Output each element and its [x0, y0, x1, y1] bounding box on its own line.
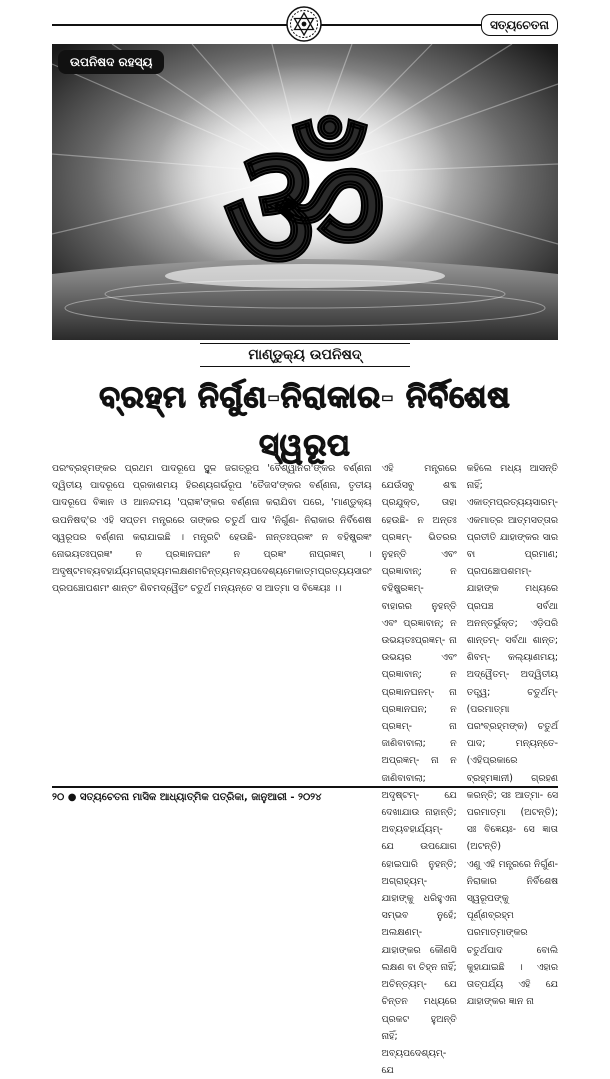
paragraph: କହିଲେ ମଧ୍ୟ ଆସନ୍ତି ନାହିଁ; ଏକାତ୍ମପ୍ରତ୍ୟୟସାରମ୍- ଏକମାତ୍ର ଆତ୍ମସତ୍ତାର ପ୍ରତୀତି ଯାହାଙ୍କର ସାର ବା ପ୍ରମାଣ; ପ୍ରପଞ୍ଚୋପଶମମ୍- ଯାହାଙ୍କ ମଧ୍ୟରେ ପ୍ରପଞ୍ଚ ସର୍ବଥା ଅନନ୍ତର୍ଭୁକ୍ତ; ଏଡ଼ିପରି ଶାନ୍ତମ୍- ସର୍ବଥା ଶାନ୍ତ; ଶିବମ୍- କଲ୍ୟାଣମୟ; ଅଦ୍ୱୈତମ୍- ଅଦ୍ୱିତୀୟ ତତ୍ତ୍ୱ; ଚତୁର୍ଥମ୍- (ପରମାତ୍ମା ପରଂବ୍ରହ୍ମଙ୍କ) ଚତୁର୍ଥ ପାଦ; ମନ୍ୟନ୍ତେ- (ଏହିପ୍ରକାରେ ବ୍ରହ୍ମଜ୍ଞାନୀ) ଗ୍ରହଣ କରନ୍ତି; ସଃ ଆତ୍ମା- ସେ ପରମାତ୍ମା (ଅଟନ୍ତି); ସଃ ବିଜ୍ଞେୟଃ- ସେ ଜ୍ଞାତା (ଅଟନ୍ତି) ଏଣୁ ଏହି ମନ୍ତ୍ରରେ ନିର୍ଗୁଣ-ନିରାକାର ନିର୍ବିଶେଷ ସ୍ୱରୂପଙ୍କୁ ପୂର୍ଣ୍ଣବ୍ରହ୍ମ ପରମାତ୍ମାଙ୍କର ଚତୁର୍ଥପାଦ ବୋଲି କୁହାଯାଇଛି । ଏହାର ତାତ୍ପର୍ଯ୍ୟ ଏହି ଯେ ଯାହାଙ୍କର ଜ୍ଞାନ ନା [466, 463, 559, 1008]
paragraph: ପରଂବ୍ରହ୍ମଙ୍କର ପ୍ରଥମ ପାଦରୂପେ ସ୍ଥୂଳ ଜଗତ୍‌ରୂପ 'ବୈଶ୍ୱାନର'ଙ୍କର ବର୍ଣ୍ଣନା ଦ୍ୱିତୀୟ ପାଦରୂପେ ପ୍ରକାଶମୟ ହିରଣ୍ୟଗର୍ଭରୂପ 'ତୈଜସ'ଙ୍କର ବର୍ଣ୍ଣନା, ତୃତୀୟ ପାଦରୂପେ ବିଜ୍ଞାନ ଓ ଆନନ୍ଦମୟ 'ପ୍ରାଜ୍ଞ'ଙ୍କର ବର୍ଣ୍ଣନା କରାଯିବା ପରେ, 'ମାଣ୍ଡୁକ୍ୟ ଉପନିଷଦ୍'ର ଏହି ସପ୍ତମ ମନ୍ତ୍ରରେ ତାଙ୍କର ଚତୁର୍ଥ ପାଦ 'ନିର୍ଗୁଣ- ନିରାକାର ନିର୍ବିଶେଷ ସ୍ୱରୂପର ବର୍ଣ୍ଣନା କରାଯାଇଛି । ମନ୍ତ୍ରଟି ହେଉଛି- ନାନ୍ତଃପ୍ରଜ୍ଞଂ ନ ବହିଷ୍ପ୍ରଜ୍ଞଂ ନୋଭୟତଃପ୍ରଜ୍ଞଂ ନ ପ୍ରଜ୍ଞାନଘନଂ ନ ପ୍ରଜ୍ଞଂ ନାପ୍ରଜ୍ଞମ୍ । ଅଦୃଷ୍ଟମବ୍ୟବହାର୍ଯ୍ୟମଗ୍ରାହ୍ୟମଲକ୍ଷଣମଚିନ୍ତ୍ୟମବ୍ୟପଦେଶ୍ୟମେକାତ୍ମପ୍ରତ୍ୟୟସାରଂ ପ୍ରପଞ୍ଚୋପଶମଂ ଶାନ୍ତଂ ଶିବମଦ୍ୱୈତଂ ଚତୁର୍ଥ ମନ୍ୟନ୍ତେ ସ ଆତ୍ମା ସ ବିଜ୍ଞେୟଃ ।। [52, 463, 372, 595]
paragraph: ଏହି ମନ୍ତ୍ରରେ ଯେଉଁସବୁ ଶବ୍ଦ ପ୍ରଯୁକ୍ତ, ତାହା ହେଉଛି- ନ ଅନ୍ତଃ ପ୍ରଜ୍ଞମ୍- ଭିତରର ନୁହନ୍ତି ଏବଂ ପ୍ରଜ୍ଞାବାନ୍; ନ ବହିଷ୍ପ୍ରଜ୍ଞମ୍- ବାହାରର ନୁହନ୍ତି ଏବଂ ପ୍ରଜ୍ଞାବାନ୍; ନ ଉଭୟତଃପ୍ରଜ୍ଞମ୍- ନା ଉଭୟର ଏବଂ ପ୍ରଜ୍ଞାବାନ୍; ନ ପ୍ରଜ୍ଞାନଘନମ୍- ନା ପ୍ରଜ୍ଞାନଘନ; ନ ପ୍ରଜ୍ଞମ୍- ନା ଜାଣିବାବାଲା; ନ ଅପ୍ରଜ୍ଞମ୍- ନା ନ ଜାଣିବାବାଲା; ଅଦୃଷ୍ଟମ୍- ଯେ ଦେଖାଯାଉ ନାହାନ୍ତି; ଅବ୍ୟବହାର୍ଯ୍ୟମ୍- ଯେ ଉପଯୋଗ ହୋଇପାରି ନୁହନ୍ତି; ଅଗ୍ରାହ୍ୟମ୍- ଯାହାଙ୍କୁ ଧରିହୁଏନା ସମ୍ଭବ ନୁହେଁ; ଅଲକ୍ଷଣମ୍- ଯାହାଙ୍କର କୌଣସି ଲକ୍ଷଣ ବା ଚିହ୍ନ ନାହିଁ; ଅଚିନ୍ତ୍ୟମ୍- ଯେ ଚିନ୍ତନ ମଧ୍ୟରେ ପ୍ରକଟ ହୁଅନ୍ତି ନାହିଁ; ଅବ୍ୟପଦେଶ୍ୟମ୍- ଯେ [381, 463, 457, 1077]
footer-rule [52, 786, 558, 788]
om-glow-image [52, 44, 558, 340]
section-tag: ଉପନିଷଦ ରହସ୍ୟ [58, 50, 164, 74]
article-title: ବ୍ରହ୍ମ ନିର୍ଗୁଣ-ନିରାକାର- ନିର୍ବିଶେଷ ସ୍ୱରୂପ [99, 380, 511, 463]
body-column-1 [52, 460, 371, 786]
body-column-3 [466, 460, 559, 1008]
article-subtitle: ମାଣ୍ଡୁକ୍ୟ ଉପନିଷଦ୍ [200, 343, 410, 367]
om-symbol: ॐ [222, 104, 388, 313]
page-footer: ୨୦ ● ସତ୍ୟଚେତନା ମାସିକ ଆଧ୍ୟାତ୍ମିକ ପତ୍ରିକା, ଜାନୁଆରୀ - ୨୦୨୪ [52, 792, 322, 803]
star-of-david-emblem-icon [286, 6, 322, 42]
hero-illustration [52, 44, 558, 340]
magazine-brand: ସତ୍ୟଚେତନା [481, 14, 558, 36]
body-column-2 [381, 460, 457, 1077]
